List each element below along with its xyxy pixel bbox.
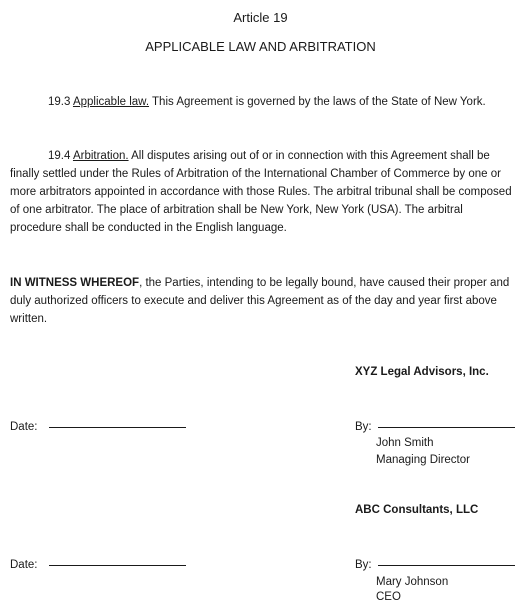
- by-signature-line[interactable]: [378, 426, 515, 428]
- signer-name-1: John Smith: [376, 437, 434, 449]
- clause-title: Arbitration.: [72, 150, 129, 162]
- clause-title: Applicable law.: [72, 96, 150, 108]
- date-field-1[interactable]: [10, 418, 186, 436]
- clause-applicable-law: [10, 93, 512, 111]
- article-number: Article 19: [233, 10, 288, 25]
- clause-number: 19.3: [48, 96, 71, 108]
- company-name-2: ABC Consultants, LLC: [355, 504, 479, 516]
- clause-text: This Agreement is governed by the laws of the State of New York.: [152, 96, 486, 108]
- witness-text: , the Parties, intending to be legally bound, have caused their proper and duly authorized officers to execute and deliver this Agreement as of the day and year first above written.: [10, 277, 510, 325]
- date-signature-line[interactable]: [49, 426, 186, 428]
- date-label: Date:: [10, 559, 38, 571]
- clause-number: 19.4: [48, 150, 71, 162]
- by-label: By:: [355, 421, 372, 433]
- date-field-2[interactable]: [10, 556, 186, 574]
- by-field-2[interactable]: [355, 556, 515, 574]
- signer-name-2: Mary Johnson: [376, 576, 449, 588]
- witness-paragraph: [10, 274, 512, 328]
- witness-lead: IN WITNESS WHEREOF: [10, 277, 140, 289]
- clause-text: All disputes arising out of or in connection with this Agreement shall be finally settled under the Rules of Arbitration of the International Chamber of Commerce by one or more arbitrators appointed in accordance with those Rules. The arbitral tribunal shall be composed of one arbitrator. The place of arbitration shall be New York, New York (USA). The arbitral procedure shall be conducted in the English language.: [10, 150, 512, 234]
- clause-arbitration: [10, 147, 512, 237]
- signer-title-1: Managing Director: [376, 454, 470, 466]
- date-label: Date:: [10, 421, 38, 433]
- by-signature-line[interactable]: [378, 564, 515, 566]
- company-name-1: XYZ Legal Advisors, Inc.: [355, 366, 489, 378]
- by-label: By:: [355, 559, 372, 571]
- signer-title-2: CEO: [376, 591, 401, 603]
- date-signature-line[interactable]: [49, 564, 186, 566]
- article-heading: APPLICABLE LAW AND ARBITRATION: [145, 39, 376, 54]
